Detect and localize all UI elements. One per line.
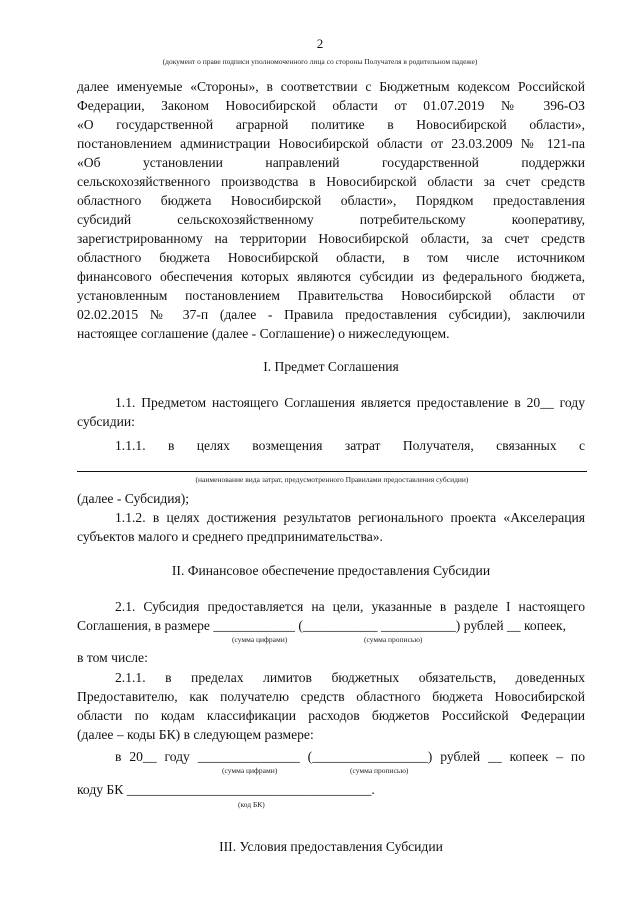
section-3-heading: III. Условия предоставления Субсидии (219, 839, 443, 854)
clause-2-1-1-line: (далее – коды БК) в следующем размере: (77, 727, 314, 742)
intro-line: областного бюджета Новосибирской области, в том числе источником (77, 250, 585, 265)
clause-2-1-line: в том числе: (77, 650, 148, 665)
intro-line: 02.02.2015 № 37-п (далее - Правила предоставления субсидии), заключили (77, 307, 585, 322)
clause-2-1-1-line: области по кодам классификации расходов бюджетов Российской Федерации (77, 708, 585, 723)
clause-1-1-line: субсидии: (77, 414, 135, 429)
clause-1-1-1-line: 1.1.1. в целях возмещения затрат Получателя, связанных с (115, 438, 585, 453)
clause-2-1-1-line: Предоставителю, как получателю средств областного бюджета Новосибирской (77, 689, 585, 704)
section-1-heading: I. Предмет Соглашения (263, 359, 399, 374)
amount-digits-note: (сумма цифрами) (222, 766, 278, 775)
intro-line: далее именуемые «Стороны», в соответствии с Бюджетным кодексом Российской (77, 79, 585, 94)
costs-blank-line (77, 471, 587, 472)
intro-line: настоящее соглашение (далее - Соглашение) о нижеследующем. (77, 326, 450, 341)
top-note: (документ о праве подписи уполномоченного лица со стороны Получателя в родительном падеже) (162, 57, 478, 66)
intro-line: субсидий сельскохозяйственному потребительскому кооперативу, (77, 212, 585, 227)
amount-digits-note: (сумма цифрами) (232, 635, 288, 644)
intro-line: зарегистрированному на территории Новосибирской области, за счет средств (77, 231, 585, 246)
amount-words-note: (сумма прописью) (364, 635, 423, 644)
intro-line: финансового обеспечения которых являются субсидии из федерального бюджета, (77, 269, 585, 284)
clause-2-1-line: 2.1. Субсидия предоставляется на цели, указанные в разделе I настоящего (115, 599, 585, 614)
costs-note: (наименование вида затрат, предусмотренного Правилами предоставления субсидии) (195, 475, 469, 484)
intro-line: постановлением администрации Новосибирской области от 23.03.2009 № 121-па (77, 136, 585, 151)
section-2-heading: II. Финансовое обеспечение предоставления Субсидии (171, 563, 491, 578)
clause-2-1-line: Соглашения, в размере ____________ (___________ ___________) рублей __ копеек, (77, 618, 567, 633)
intro-line: областного бюджета Новосибирской области», Порядком предоставления (77, 193, 585, 208)
kbk-note: (код БК) (238, 800, 265, 809)
intro-line: установленным постановлением Правительства Новосибирской области от (77, 288, 585, 303)
clause-2-1-1-line: 2.1.1. в пределах лимитов бюджетных обязательств, доведенных (115, 670, 585, 685)
budget-year-line: в 20__ году _______________ (_________________) рублей __ копеек – по (115, 749, 585, 764)
intro-line: сельскохозяйственного производства в Новосибирской области за счет средств (77, 174, 585, 189)
clause-1-1-line: 1.1. Предметом настоящего Соглашения является предоставление в 20__ году (115, 395, 585, 410)
page-number: 2 (316, 36, 324, 51)
intro-line: «Об установлении направлений государственной поддержки (77, 155, 585, 170)
clause-1-1-2-line: субъектов малого и среднего предпринимательства». (77, 529, 383, 544)
kbk-line: коду БК ____________________________________. (77, 782, 375, 797)
clause-1-1-1-line: (далее - Субсидия); (77, 491, 190, 506)
intro-line: Федерации, Законом Новосибирской области от 01.07.2019 № 396-ОЗ (77, 98, 585, 113)
clause-1-1-2-line: 1.1.2. в целях достижения результатов регионального проекта «Акселерация (115, 510, 585, 525)
amount-words-note: (сумма прописью) (350, 766, 409, 775)
intro-line: «О государственной аграрной политике в Новосибирской области», (77, 117, 585, 132)
